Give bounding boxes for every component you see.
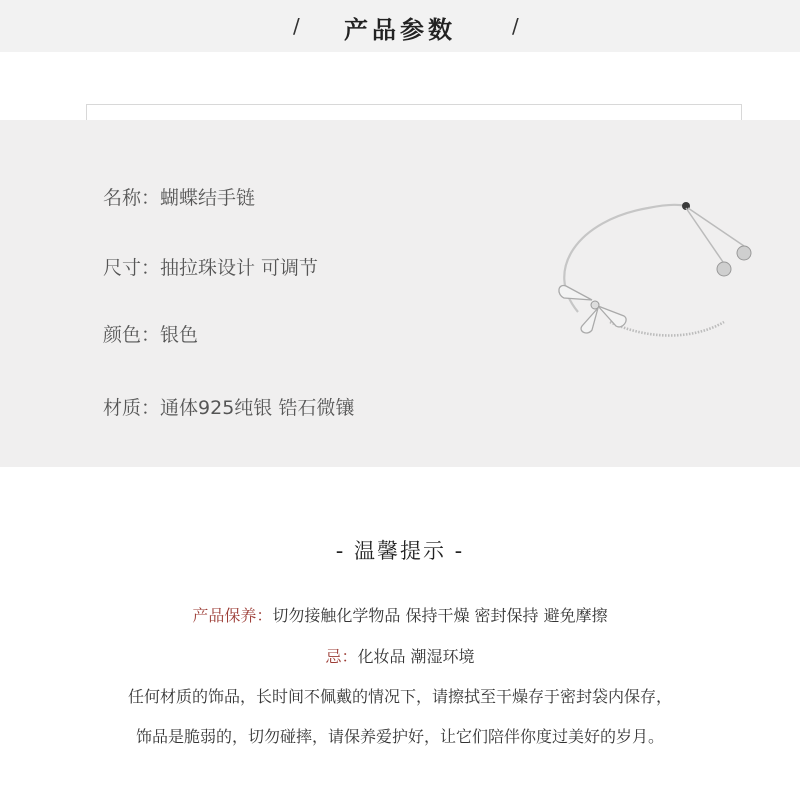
bracelet-image [548, 190, 763, 370]
spec-name-value: 蝴蝶结手链 [160, 187, 256, 209]
spec-color-label: 颜色： [103, 324, 161, 346]
spec-size-label: 尺寸： [103, 257, 161, 279]
spec-material-label: 材质： [103, 397, 161, 419]
spec-color-value: 银色 [160, 324, 199, 346]
spec-size-value: 抽拉珠设计 可调节 [160, 257, 319, 279]
avoid-text: 化妆品 潮湿环境 [357, 647, 475, 666]
tips-title: - 温馨提示 - [335, 539, 465, 563]
tip-line-3: 任何材质的饰品，长时间不佩戴的情况下，请擦拭至干燥存于密封袋内保存， [127, 687, 672, 706]
tip-line-4: 饰品是脆弱的，切勿碰摔，请保养爱护好，让它们陪伴你度过美好的岁月。 [135, 727, 664, 746]
avoid-label: 忌： [325, 647, 358, 666]
care-line [0, 603, 800, 626]
avoid-line [0, 644, 800, 667]
spec-name [103, 183, 255, 210]
title-slash-right: / [512, 14, 519, 38]
care-text: 切勿接触化学物品 保持干燥 密封保持 避免摩擦 [272, 606, 608, 625]
spec-size [103, 253, 318, 280]
spec-material-value: 通体925纯银 锆石微镶 [160, 397, 355, 419]
spec-name-label: 名称： [103, 187, 161, 209]
title-slash-left: / [293, 14, 300, 38]
spec-color [103, 320, 198, 347]
spec-material [103, 393, 354, 420]
page-title: 产品参数 [344, 16, 456, 44]
care-label: 产品保养： [192, 606, 273, 625]
